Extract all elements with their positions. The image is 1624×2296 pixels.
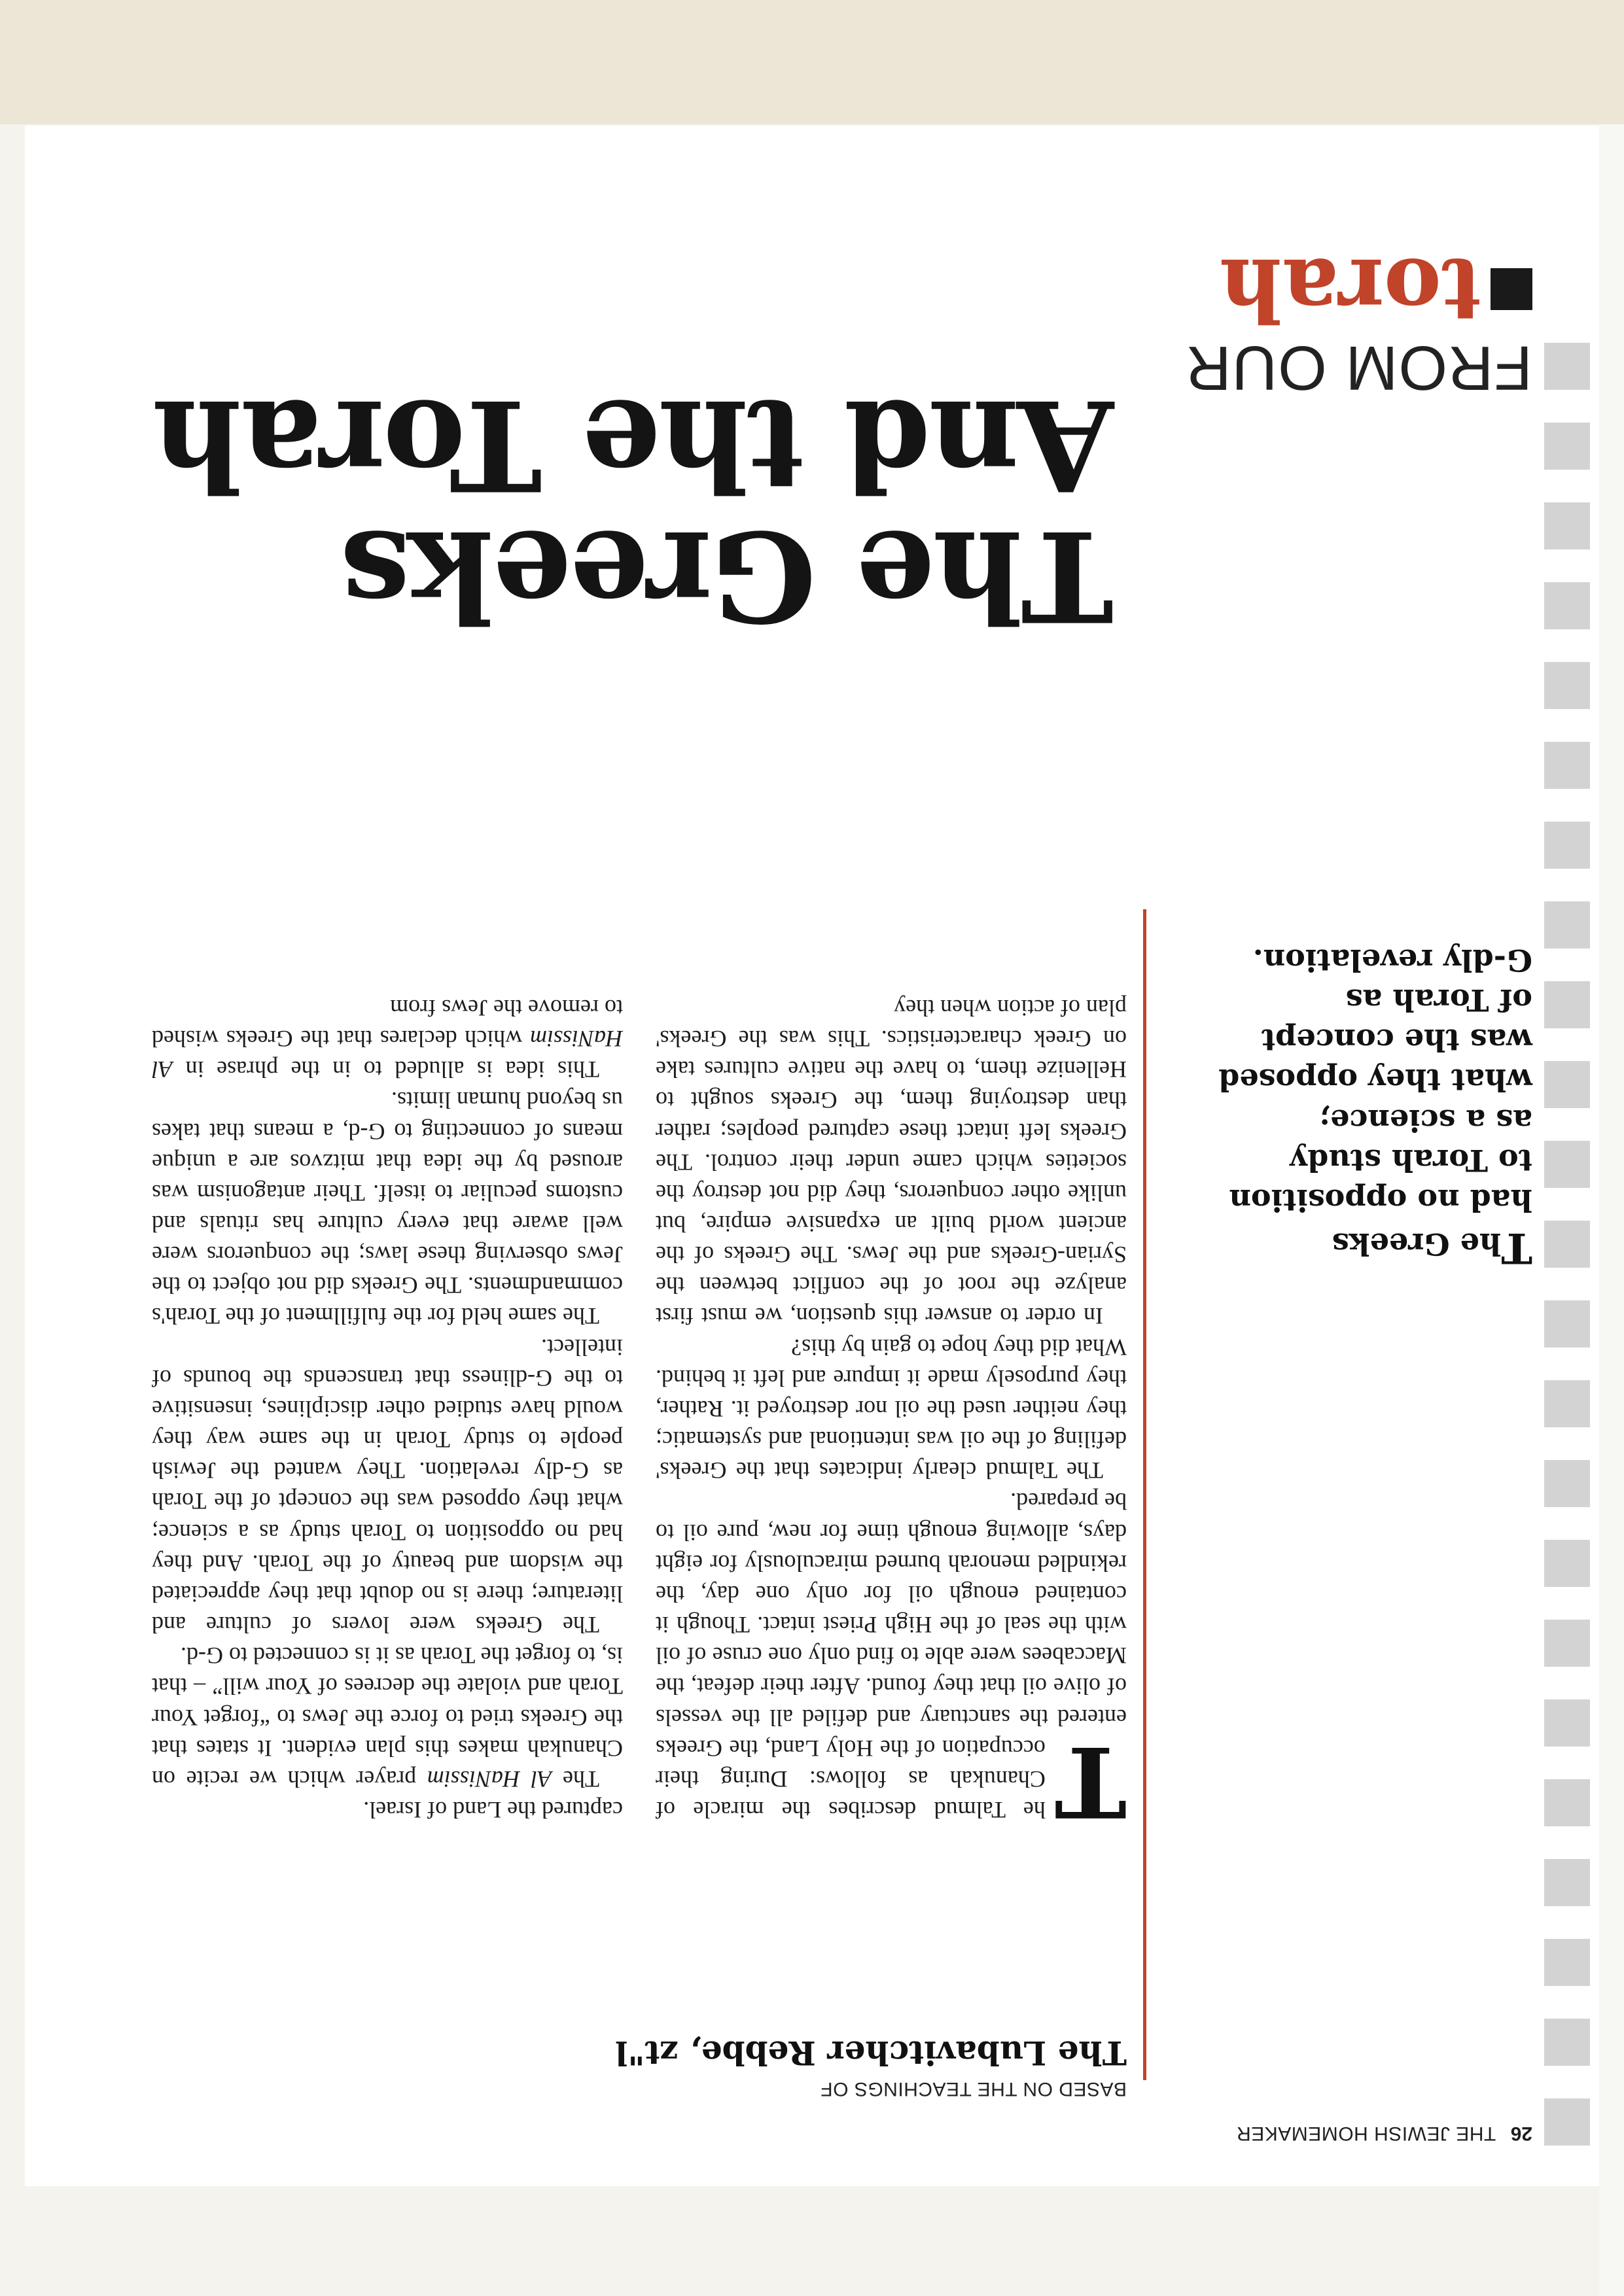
publication-name: THE JEWISH HOMEMAKER [1236, 2123, 1496, 2144]
pull-quote-line: of Torah as [1345, 983, 1532, 1018]
decorative-square [1544, 1141, 1590, 1188]
pull-quote-line: had no opposition [1229, 1182, 1532, 1218]
paragraph: The same held for the fulfillment of the Torah's commandments. The Greeks did not object to the Jews observing these laws; the conquerors were well aware that every culture has rituals and customs peculiar to itself. Their antagonism was aroused by the idea that mitzvos are a unique means of connecting to G-d, a means that takes us beyond human limits. [152, 1087, 623, 1330]
decorative-square [1544, 1061, 1590, 1108]
pull-quote-line: what they opposed [1218, 1062, 1532, 1098]
pull-quote-line: as a science; [1319, 1102, 1532, 1138]
page-number: 26 [1510, 2123, 1532, 2144]
pull-quote-initial: T [1501, 1223, 1532, 1272]
decorative-square [1544, 2098, 1590, 2146]
pull-quote-line: was the concept [1261, 1022, 1532, 1058]
paragraph: In order to answer this question, we must first analyze the root of the conflict between the Syrian-Greeks and the Jews. The Greeks of the ancient world built an expansive empire, but unlike other conquerors, they did not destroy the societies which came under their control. The Greeks left intact these captured peoples; rather than destroying them, the Greeks sought to Hellenize them, to have the native cultures take on Greek characteristics. This was the Greeks' plan of action when they [656, 994, 1127, 1330]
section-label [1140, 216, 1532, 403]
decorative-square [1544, 1460, 1590, 1507]
title-line-2: And the Torah [154, 372, 1114, 519]
text-column-1 [656, 909, 1127, 1839]
decorative-square [1544, 981, 1590, 1028]
scan-background-band [0, 0, 1624, 124]
paragraph-text: The [552, 1765, 599, 1792]
decorative-square [1544, 343, 1590, 390]
pull-quote-line: to Torah study [1290, 1142, 1532, 1178]
paragraph-text: This idea is alluded to in the phrase in [173, 1056, 599, 1083]
decorative-square [1544, 1939, 1590, 1986]
paragraph-text: he Talmud describes the miracle of Chanukah as follows: During their occupation of the Holy Land, the Greeks entered the sanctuary and defiled all the vessels of olive oil that they found. After their defeat, the Maccabees were able to find only one cruse of oil with the seal of the High Priest intact. Though it contained enough oil for only one day, the rekindled menorah burned miraculously for eight days, allowing enough time for new, pure oil to be prepared. [656, 1488, 1127, 1823]
decorative-square [1544, 1540, 1590, 1587]
article-title [154, 275, 1114, 649]
decorative-square [1544, 822, 1590, 869]
byline-based-on: BASED ON THE TEACHINGS OF [820, 2078, 1127, 2100]
decorative-square [1544, 502, 1590, 549]
accent-rule [1143, 909, 1146, 2080]
decorative-square [1544, 901, 1590, 948]
prayer-name: Al HaNissim [427, 1765, 552, 1792]
pull-quote-line: G-dly revelation. [1252, 942, 1532, 978]
decorative-square [1544, 1221, 1590, 1268]
decorative-square [1544, 582, 1590, 629]
byline [551, 2021, 1127, 2100]
paragraph: The Greeks were lovers of culture and literature; there is no doubt that they appreciated the wisdom and beauty of the Torah. And they had no opposition to Torah study as a science; what they opposed was the concept of the Torah as G-dly revelation. They wanted the Jewish people to study Torah in the same way they would have studied other disciplines, insensitive to the G-dliness that transcends the bounds of intellect. [152, 1334, 623, 1639]
paragraph [152, 992, 623, 1085]
pull-quote-line-1-rest: he Greeks [1332, 1226, 1502, 1262]
pull-quote [1179, 883, 1532, 1276]
decorative-square [1544, 1380, 1590, 1427]
running-header [1205, 2105, 1532, 2144]
decorative-square [1544, 2019, 1590, 2066]
decorative-square [1544, 742, 1590, 789]
decorative-square [1544, 1699, 1590, 1747]
paragraph: The Talmud clearly indicates that the Greeks' defiling of the oil was intentional and systematic; they neither used the oil nor destroyed it. Rather, they purposely made it impure and left it behind. What did they hope to gain by this? [656, 1334, 1127, 1484]
paragraph-text: which declares that the Greeks wished to remove the Jews from [152, 994, 623, 1052]
text-column-2 [152, 883, 623, 1825]
drop-cap: T [1054, 1725, 1127, 1839]
decorative-square [1544, 1779, 1590, 1826]
prayer-name: Al HaNissim [152, 1026, 623, 1083]
decorative-square [1544, 662, 1590, 709]
title-line-1: The Greeks [342, 503, 1114, 649]
section-label-row [1140, 239, 1532, 340]
decorative-square [1544, 423, 1590, 470]
byline-author: The Lubavitcher Rebbe, zt"l [615, 2034, 1127, 2072]
black-square-icon [1491, 268, 1532, 310]
section-label-torah: torah [1219, 239, 1481, 340]
decorative-square [1544, 1859, 1590, 1906]
paragraph [656, 1486, 1127, 1839]
decorative-square-strip [1544, 314, 1590, 2146]
decorative-square [1544, 1300, 1590, 1348]
decorative-square [1544, 1620, 1590, 1667]
pull-quote-line [1179, 1220, 1532, 1276]
paragraph-text: prayer which we recite on Chanukah makes this plan evident. It states that the Greeks tried to force the Jews to “forget Your Torah and violate the decrees of Your will” – that is, to forget the Torah as it is connected to G-d. [152, 1643, 623, 1792]
scan-edge [1599, 124, 1624, 2296]
section-label-from: FROM OUR [1185, 333, 1532, 403]
paragraph [152, 1640, 623, 1794]
paragraph: captured the Land of Israel. [363, 1797, 623, 1823]
